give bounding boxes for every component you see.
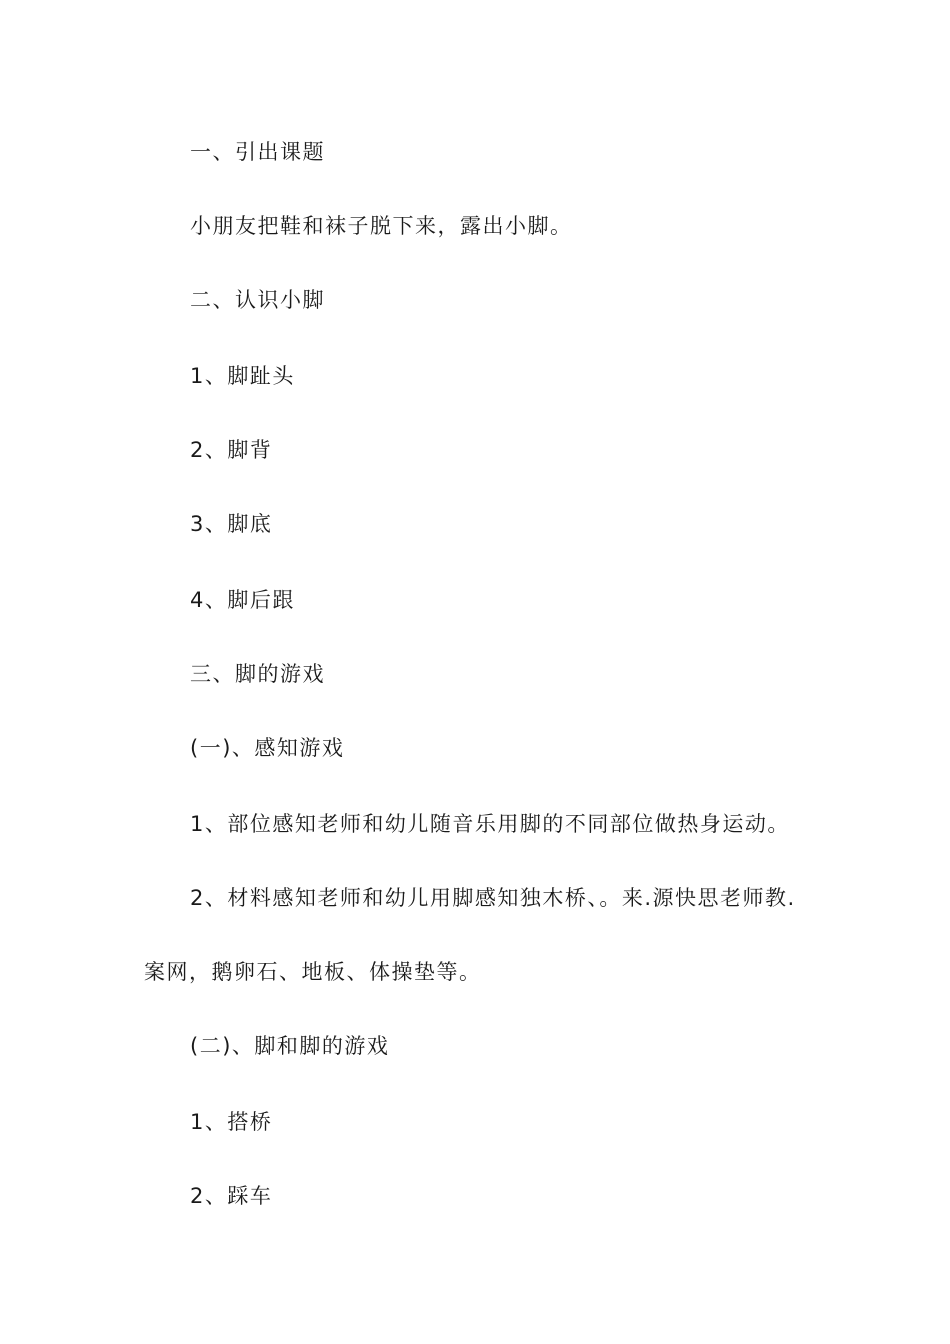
- heading-introduce-topic: 一、引出课题: [190, 140, 325, 164]
- heading-know-feet: 二、认识小脚: [190, 288, 325, 312]
- list-item-heel: 4、脚后跟: [190, 588, 295, 612]
- paragraph-take-off-shoes: 小朋友把鞋和袜子脱下来，露出小脚。: [190, 214, 573, 238]
- subheading-perception-games: (一)、感知游戏: [190, 736, 345, 760]
- subheading-feet-games: (二)、脚和脚的游戏: [190, 1034, 390, 1058]
- list-item-material-perception: 2、材料感知老师和幼儿用脚感知独木桥、。来.源快思老师教.: [190, 886, 796, 910]
- list-item-pedal-bike: 2、踩车: [190, 1184, 273, 1208]
- list-item-sole: 3、脚底: [190, 512, 273, 536]
- list-item-toes: 1、脚趾头: [190, 364, 295, 388]
- list-item-instep: 2、脚背: [190, 438, 273, 462]
- list-item-build-bridge: 1、搭桥: [190, 1110, 273, 1134]
- list-item-material-perception-continued: 案网，鹅卵石、地板、体操垫等。: [144, 960, 482, 984]
- heading-foot-games: 三、脚的游戏: [190, 662, 325, 686]
- list-item-part-perception: 1、部位感知老师和幼儿随音乐用脚的不同部位做热身运动。: [190, 812, 790, 836]
